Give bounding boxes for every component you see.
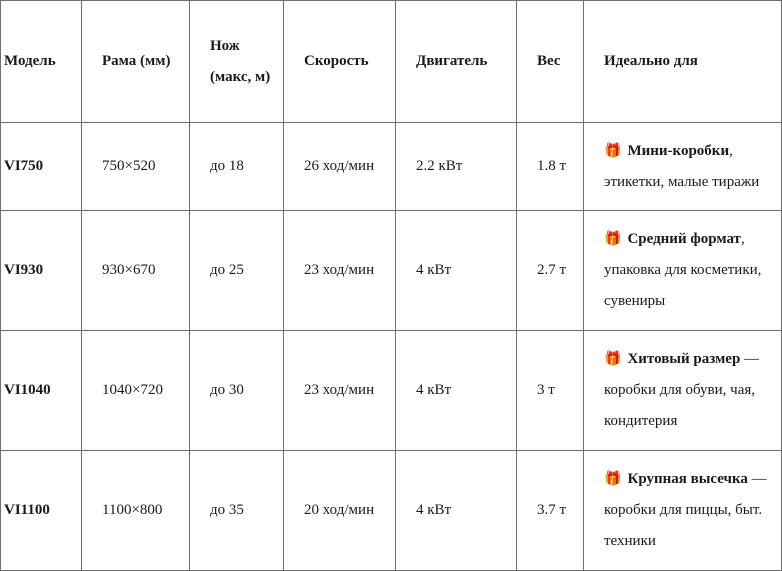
cell-ideal xyxy=(584,211,782,331)
cell-model: VI930 xyxy=(1,211,82,331)
cell-frame: 1100×800 xyxy=(82,451,190,571)
gift-icon: 🎁 xyxy=(604,351,622,367)
cell-frame: 1040×720 xyxy=(82,331,190,451)
header-frame: Рама (мм) xyxy=(82,1,190,123)
cell-speed: 20 ход/мин xyxy=(284,451,396,571)
cell-motor: 4 кВт xyxy=(396,331,517,451)
cell-speed: 23 ход/мин xyxy=(284,211,396,331)
cell-ideal xyxy=(584,123,782,211)
ideal-title: Мини-коробки xyxy=(627,142,730,159)
cell-motor: 2.2 кВт xyxy=(396,123,517,211)
table-row xyxy=(1,451,782,571)
gift-icon: 🎁 xyxy=(604,471,622,487)
gift-icon: 🎁 xyxy=(604,142,622,159)
cell-knife: до 25 xyxy=(190,211,284,331)
ideal-description: , упаковка для косметики, сувениры xyxy=(604,231,762,309)
cell-knife: до 30 xyxy=(190,331,284,451)
ideal-title: Хитовый размер xyxy=(627,351,741,367)
cell-speed: 26 ход/мин xyxy=(284,123,396,211)
cell-knife: до 18 xyxy=(190,123,284,211)
cell-motor: 4 кВт xyxy=(396,211,517,331)
ideal-description: , этикетки, малые тиражи xyxy=(604,142,760,190)
cell-motor: 4 кВт xyxy=(396,451,517,571)
ideal-title: Средний формат xyxy=(627,231,741,247)
cell-frame: 930×670 xyxy=(82,211,190,331)
cell-weight: 3 т xyxy=(517,331,584,451)
header-motor: Двигатель xyxy=(396,1,517,123)
table-row xyxy=(1,123,782,211)
cell-weight: 1.8 т xyxy=(517,123,584,211)
gift-icon: 🎁 xyxy=(604,231,622,247)
header-knife: Нож (макс, м) xyxy=(190,1,284,123)
cell-model: VI1040 xyxy=(1,331,82,451)
cell-model: VI1100 xyxy=(1,451,82,571)
cell-knife: до 35 xyxy=(190,451,284,571)
table-row xyxy=(1,331,782,451)
cell-model: VI750 xyxy=(1,123,82,211)
header-weight: Вес xyxy=(517,1,584,123)
header-model: Модель xyxy=(1,1,82,123)
table-row xyxy=(1,211,782,331)
ideal-description: — коробки для обуви, чая, кондитерия xyxy=(604,351,760,429)
table-header-row xyxy=(1,1,782,123)
header-ideal: Идеально для xyxy=(584,1,782,123)
cell-speed: 23 ход/мин xyxy=(284,331,396,451)
ideal-description: — коробки для пиццы, быт. техники xyxy=(604,471,767,549)
header-speed: Скорость xyxy=(284,1,396,123)
cell-weight: 3.7 т xyxy=(517,451,584,571)
cell-frame: 750×520 xyxy=(82,123,190,211)
ideal-title: Крупная высечка xyxy=(627,471,748,487)
cell-ideal xyxy=(584,451,782,571)
cell-weight: 2.7 т xyxy=(517,211,584,331)
cell-ideal xyxy=(584,331,782,451)
